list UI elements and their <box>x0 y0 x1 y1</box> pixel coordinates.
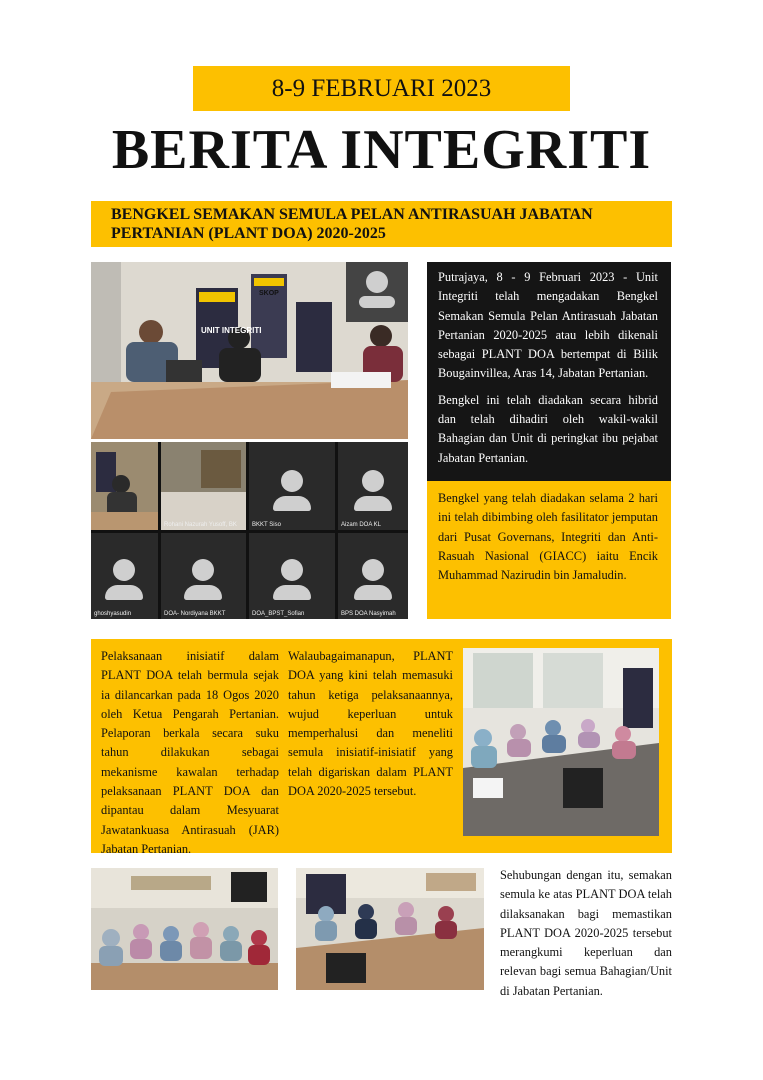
headline-bar <box>91 201 672 247</box>
group-left-illustration <box>91 868 278 990</box>
participant-name: BPS DOA Nasyimah <box>341 611 396 617</box>
participant-name: Aizam DOA KL <box>341 522 382 528</box>
participant-name: DOA_BPST_Sofian <box>252 611 305 617</box>
avatar-icon <box>362 559 384 581</box>
avatar-body <box>354 496 392 511</box>
video-tile-4 <box>91 533 158 619</box>
video-tile-7 <box>338 533 408 619</box>
headline-text: BENGKEL SEMAKAN SEMULA PELAN ANTIRASUAH JABATAN PERTANIAN (PLANT DOA) 2020-2025 <box>111 206 593 242</box>
implementation-paragraph: Pelaksanaan inisiatif dalam PLANT DOA telah bermula sejak ia dilancarkan pada 18 Ogos 2020 oleh Ketua Pengarah Pertanian. Pelaporan berkala secara suku tahun dilakukan sebagai mekanisme kawalan terhadap pelaksanaan PLANT DOA dan dipantau dalam Mesyuarat Jawatankuasa Antirasuah (JAR) Jabatan Pertanian. <box>101 649 279 856</box>
banner-unit-integriti: UNIT INTEGRITI <box>201 326 262 335</box>
participant-name: BKKT Siso <box>252 522 281 528</box>
speaker-illustration <box>91 442 158 530</box>
date-banner <box>193 66 570 111</box>
avatar-body <box>273 585 311 600</box>
participant-video-illustration <box>161 442 246 530</box>
video-call-grid <box>91 442 408 619</box>
photo-meeting-room-illustration <box>91 262 408 439</box>
closing-column <box>500 866 672 1001</box>
video-tile-speaker <box>91 442 158 530</box>
photo-group-right <box>296 868 484 990</box>
workshop-illustration <box>463 648 659 836</box>
banner-skop: SKOP <box>259 290 279 297</box>
closing-paragraph: Sehubungan dengan itu, semakan semula ke atas PLANT DOA telah dilaksanakan bagi memastikan PLANT DOA 2020-2025 tersebut merangkumi keperluan dan relevan bagi semua Bahagian/Unit di Jabatan Pertanian. <box>500 868 672 998</box>
photo-group-left <box>91 868 278 990</box>
avatar-icon <box>281 559 303 581</box>
avatar-body <box>273 496 311 511</box>
photo-workshop-participants <box>463 648 659 836</box>
date-text: 8-9 FEBRUARI 2023 <box>271 74 492 102</box>
photo-meeting-room <box>91 262 408 439</box>
avatar-icon <box>362 470 384 492</box>
facilitator-paragraph: Bengkel yang telah diadakan selama 2 hari ini telah dibimbing oleh fasilitator jemputan dari Pusat Governans, Integriti dan Anti-Rasuah Nasional (GIACC) iaitu Encik Muhammad Nazirudin bin Jamaludin. <box>438 491 658 583</box>
video-tile-2 <box>249 442 335 530</box>
intro-box <box>427 262 671 481</box>
masthead-title: BERITA INTEGRITI <box>111 119 652 181</box>
participant-name: ghoshyasudin <box>94 611 132 617</box>
facilitator-box <box>427 481 671 619</box>
participant-name: DOA- Nordiyana BKKT <box>164 611 226 617</box>
video-tile-6 <box>249 533 335 619</box>
implementation-section <box>91 639 672 856</box>
video-tile-5 <box>161 533 246 619</box>
intro-paragraph-2: Bengkel ini telah diadakan secara hibrid dan telah dihadiri oleh wakil-wakil Bahagian dan Unit di peringkat ibu pejabat Jabatan Pertanian. <box>438 392 658 465</box>
participant-name: Rohani Nazurah Yusoff, BK <box>164 522 237 528</box>
video-tile-1 <box>161 442 246 530</box>
avatar-icon <box>113 559 135 581</box>
avatar-body <box>184 585 222 600</box>
video-tile-3 <box>338 442 408 530</box>
review-need-paragraph: Walaubagaimanapun, PLANT DOA yang kini telah memasuki tahun ketiga pelaksanaannya, wujud keperluan untuk memperhalusi dan meneliti semula inisiatif-inisiatif yang telah digariskan dalam PLANT DOA 2020-2025 tersebut. <box>288 649 453 799</box>
group-right-illustration <box>296 868 484 990</box>
avatar-icon <box>281 470 303 492</box>
intro-paragraph-1: Putrajaya, 8 - 9 Februari 2023 - Unit Integriti telah mengadakan Bengkel Semakan Semula Pelan Antirasuah Jabatan Pertanian 2020-2025 atau lebih dikenali sebagai PLANT DOA bertempat di Bilik Bougainvillea, Aras 14, Jabatan Pertanian. <box>438 270 658 381</box>
avatar-body <box>354 585 392 600</box>
avatar-icon <box>192 559 214 581</box>
avatar-body <box>105 585 143 600</box>
